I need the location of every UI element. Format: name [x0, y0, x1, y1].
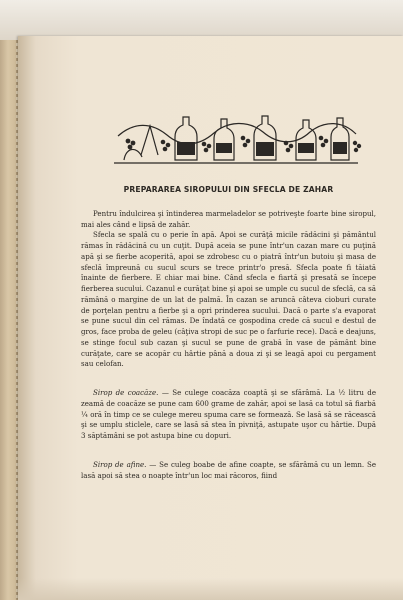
paragraph: Sfecla se spală cu o perie în apă. Apoi se curăţă micile rădăcini şi pământul rămas în rădăcină cu un cuţit. După aceia se pune într'un cazan mare cu puţină apă şi se fierbe acoperită, apoi se zdrobesc cu o piatră într'un butoiu şi masa de sfeclă împreună cu sucul scurs se trece printr'o presă. Sfecla poate fi tăiată înainte de fierbere. E chiar mai bine. Când sfecla e fiartă şi presată se începe fierberea sucului. Cazanul e curăţat bine şi apoi se umple cu sucul de sfeclă, ca să rămână o margine de un lat de palmă. În cazan se aruncă câteva cioburi curate de porţelan pentru a fierbe şi a opri prinderea sucului. Dacă o parte s'a evaporat se pune sucul din cel rămas. De îndată ce gospodina crede că sucul e destul de gros, face proba de geleu (câţiva stropi de suc pe o farfurie rece). Dacă e deajuns, se stinge focul sub cazan şi sucul se pune de grabă în vase de pământ bine curăţate, care se acopăr cu hârtie până a doua zi şi se leagă apoi cu pergament sau celofan. — [81, 230, 376, 369]
page-stack — [0, 0, 403, 40]
recipe-paragraph — [81, 388, 376, 442]
recipe-text: — Se culege coacăza coaptă şi se sfărâmă. La ½ litru de zeamă de coacăze se pune cam 600 grame de zahăr, apoi se lasă ca totul să fiarbă ¼ oră în timp ce se culege mereu spuma care se formează. Se lasă să se răcească şi se umplu sticlele, care se lasă să stea în pivniţă, astupate uşor cu hârtie. După 3 săptămâni se pot astupa bine cu dopuri. — [81, 388, 376, 440]
spacer — [81, 370, 376, 388]
section-title: PREPARAREA SIROPULUI DIN SFECLA DE ZAHAR — [123, 185, 334, 194]
page-text — [81, 185, 376, 481]
bottles-grapes-decoration-icon — [106, 112, 366, 170]
recipe-text: — Se culeg boabe de afine coapte, se sfărâmă cu un lemn. Se lasă apoi să stea o noapte într'un loc mai răcoros, fiind — [81, 459, 376, 480]
page-shadow — [18, 578, 403, 600]
paragraph: Pentru îndulcirea şi întinderea marmeladelor se potriveşte foarte bine siropul, mai ales când e lipsă de zahăr. — [81, 208, 376, 229]
book-fore-edge — [0, 40, 20, 600]
spacer — [81, 442, 376, 460]
recipe-title: Sirop de coacăze. — [93, 388, 159, 397]
recipe-paragraph — [81, 460, 376, 482]
recipe-title: Sirop de afine. — [93, 459, 147, 469]
